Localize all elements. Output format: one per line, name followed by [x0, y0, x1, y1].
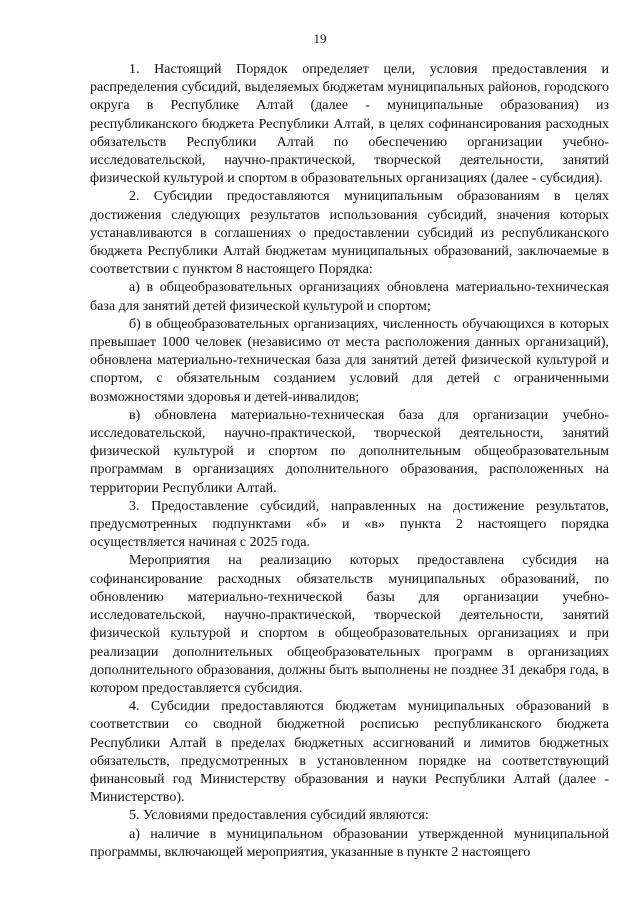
- paragraph-3-deadline: Мероприятия на реализацию которых предоставлена субсидия на софинансирование расходных обязательств муниципальных образований, по обновлению материально-технической базы для организации учебно-исследовательской, научно-практической, творческой деятельности, занятий физической культурой и спортом в общеобразовательных организациях и при реализации дополнительных общеобразовательных программ в организациях дополнительного образования, должны быть выполнены не позднее 31 декабря года, в котором предоставляется субсидия.: [90, 553, 609, 696]
- page-number: 19: [313, 31, 327, 46]
- paragraph-5-conditions: 5. Условиями предоставления субсидий являются:: [129, 808, 429, 824]
- subparagraph-2b: б) в общеобразовательных организациях, численность обучающихся в которых превышает 1000 человек (независимо от места расположения данных организаций), обновлена материально-техническая база для занятий детей физической культурой и спортом, с обязательным созданием условий для детей с ограниченными возможностями здоровья и детей-инвалидов;: [90, 316, 609, 405]
- subparagraph-2a: а) в общеобразовательных организациях обновлена материально-техническая база для занятий детей физической культурой и спортом;: [90, 280, 609, 314]
- subparagraph-2c: в) обновлена материально-техническая база для организации учебно-исследовательской, научно-практической, творческой деятельности, занятий физической культурой и спортом по дополнительным общеобразовательным программам в организациях дополнительного образования, расположенных на территории Республики Алтай.: [90, 407, 609, 496]
- paragraph-3-start-date: 3. Предоставление субсидий, направленных на достижение результатов, предусмотренных подпунктами «б» и «в» пункта 2 настоящего порядка осуществляется начиная с 2025 года.: [90, 498, 609, 551]
- paragraph-2-results: 2. Субсидии предоставляются муниципальным образованиям в целях достижения следующих результатов использования субсидий, значения которых устанавливаются в соглашениях о предоставлении субсидий из республиканского бюджета Республики Алтай бюджетам муниципальных образований, заключаемые в соответствии с пунктом 8 настоящего Порядка:: [90, 189, 609, 278]
- paragraph-4-budget: 4. Субсидии предоставляются бюджетам муниципальных образований в соответствии со сводной бюджетной росписью республиканского бюджета Республики Алтай в пределах бюджетных ассигнований и лимитов бюджетных обязательств, предусмотренных в установленном порядке на соответствующий финансовый год Министерству образования и науки Республики Алтай (далее - Министерство).: [90, 699, 609, 806]
- paragraph-1-purpose: 1. Настоящий Порядок определяет цели, условия предоставления и распределения субсидий, выделяемых бюджетам муниципальных районов, городского округа в Республике Алтай (далее - муниципальные образования) из республиканского бюджета Республики Алтай, в целях софинансирования расходных обязательств Республики Алтай по обеспечению организации учебно-исследовательской, научно-практической, творческой деятельности, занятий физической культурой и спортом в образовательных организациях (далее - субсидия).: [90, 62, 609, 187]
- subparagraph-5a: а) наличие в муниципальном образовании утвержденной муниципальной программы, включающей мероприятия, указанные в пункте 2 настоящего: [90, 826, 609, 860]
- document-body: [90, 61, 609, 862]
